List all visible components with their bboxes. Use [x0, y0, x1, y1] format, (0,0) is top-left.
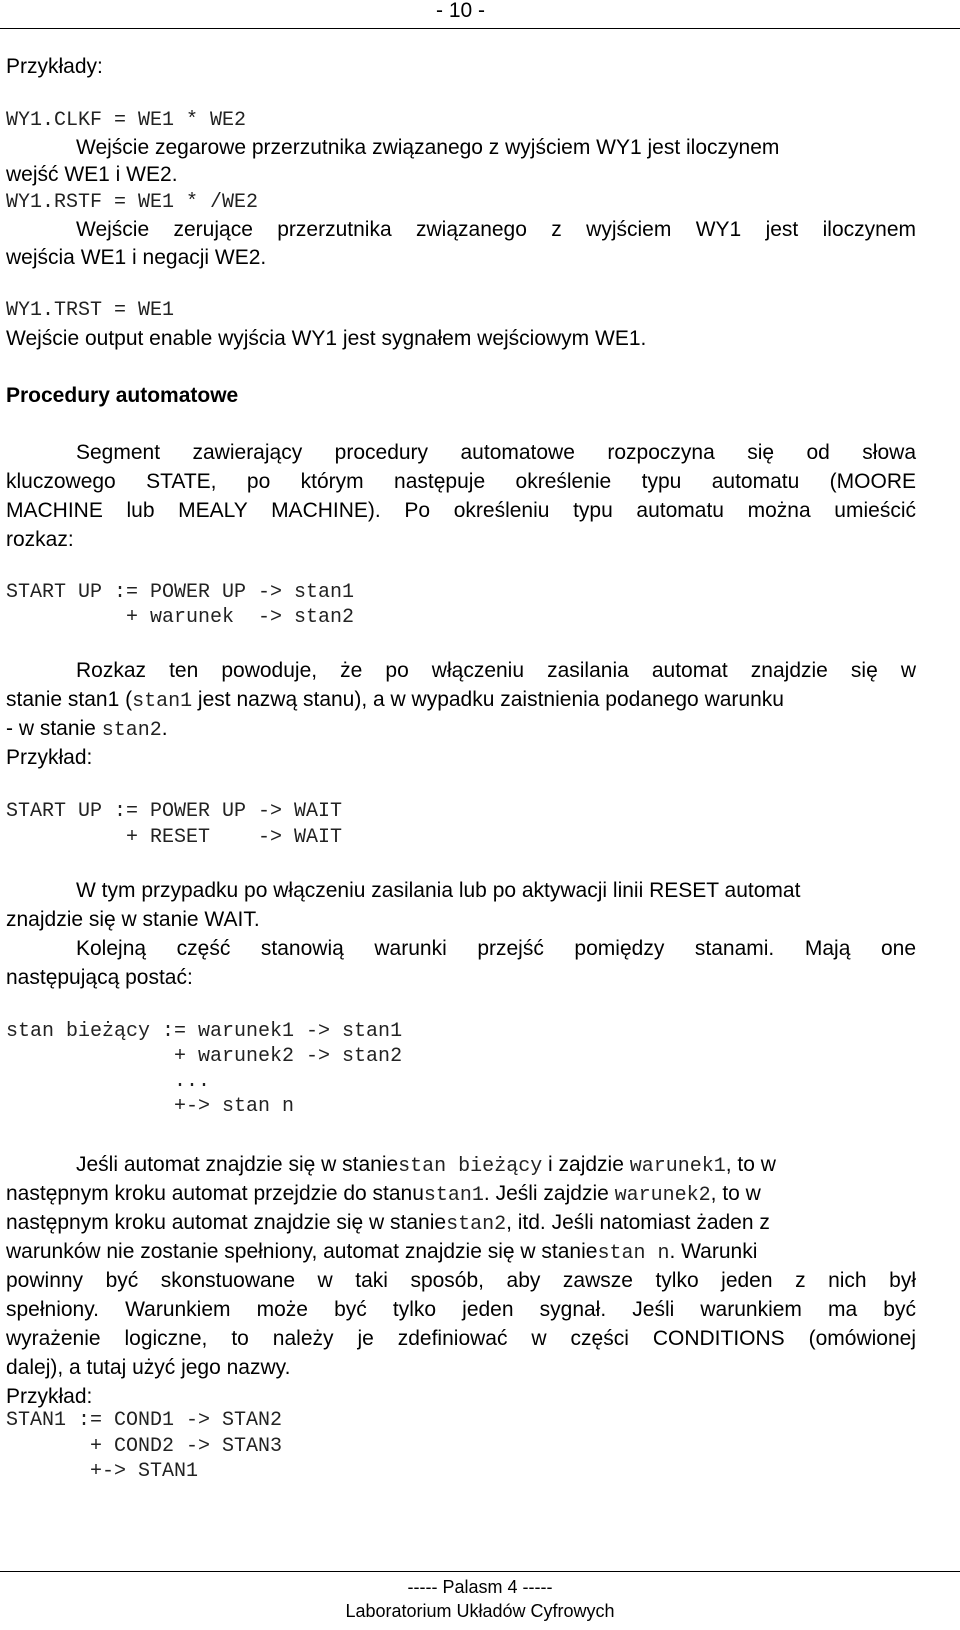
para4-line-8: dalej), a tutaj użyć jego nazwy.	[6, 1356, 291, 1379]
example-label-1: Przykład:	[6, 746, 93, 769]
para4-line-4-code: stan n	[597, 1242, 670, 1265]
para4-line-2-c: . Jeśli zajdzie	[483, 1182, 615, 1205]
para4-line-7	[6, 1324, 916, 1353]
para3-line-4: następującą postać:	[6, 966, 193, 989]
para4-line-1-a: Jeśli automat znajdzie się w stanie	[76, 1153, 399, 1176]
para2-line-2-code: stan1	[132, 690, 193, 713]
para4-line-2-code-a: stan1	[423, 1184, 484, 1207]
code1-line-2: + warunek -> stan2	[6, 606, 355, 629]
footer-line-1: ----- Palasm 4 -----	[407, 1577, 553, 1597]
para4-line-2-e: , to w	[710, 1182, 761, 1205]
para1-line-2	[6, 467, 916, 496]
para3-line-3-text: Kolejną część stanowią warunki przejść pomiędzy stanami. Mają one	[76, 937, 916, 960]
example-2-desc-line-2: wejścia WE1 i negacji WE2.	[6, 246, 267, 269]
para3-line-3	[76, 934, 916, 963]
footer-line-2: Laboratorium Układów Cyfrowych	[345, 1601, 615, 1621]
para4-line-1-code-b: warunek1	[629, 1155, 726, 1178]
para4-line-2-a: następnym kroku automat przejdzie do stanu	[6, 1182, 424, 1205]
para2-line-3-code: stan2	[101, 719, 162, 742]
example-2-desc-line-1	[76, 215, 916, 244]
para3-line-1: W tym przypadku po włączeniu zasilania lub po aktywacji linii RESET automat	[76, 879, 801, 902]
para4-line-5	[6, 1266, 916, 1295]
example-1-desc-line-2: wejść WE1 i WE2.	[6, 163, 178, 186]
para4-line-1	[76, 1150, 776, 1181]
example-label-2: Przykład:	[6, 1385, 93, 1408]
example-2-code: WY1.RSTF = WE1 * /WE2	[6, 191, 259, 214]
example-2-desc-text: Wejście zerujące przerzutnika związanego z wyjściem WY1 jest iloczynem	[76, 218, 916, 241]
code1-line-1: START UP := POWER UP -> stan1	[6, 581, 355, 604]
para3-line-2: znajdzie się w stanie WAIT.	[6, 908, 260, 931]
para1-line-2-text: kluczowego STATE, po którym następuje określenie typu automatu (MOORE	[6, 470, 916, 493]
para2-line-2	[6, 685, 784, 716]
para4-line-2	[6, 1179, 761, 1210]
para1-line-1-text: Segment zawierający procedury automatowe rozpoczyna się od słowa	[76, 441, 916, 464]
code4-line-3: +-> STAN1	[6, 1460, 199, 1483]
para2-line-3-c: .	[161, 717, 168, 740]
para1-line-1	[76, 438, 916, 467]
code4-line-1: STAN1 := COND1 -> STAN2	[6, 1409, 283, 1432]
code2-line-2: + RESET -> WAIT	[6, 826, 343, 849]
para4-line-1-c: i zajdzie	[542, 1153, 630, 1176]
code3-line-2: + warunek2 -> stan2	[6, 1045, 403, 1068]
para2-line-2-a: stanie stan1 (	[6, 688, 133, 711]
para4-line-4-c: . Warunki	[669, 1240, 758, 1263]
para2-line-1	[76, 656, 916, 685]
para4-line-3-c: , itd. Jeśli natomiast żaden z	[506, 1211, 770, 1234]
code2-line-1: START UP := POWER UP -> WAIT	[6, 800, 343, 823]
code3-line-4: +-> stan n	[6, 1095, 295, 1118]
para4-line-1-code-a: stan bieżący	[398, 1155, 543, 1178]
para2-line-1-text: Rozkaz ten powoduje, że po włączeniu zasilania automat znajdzie się w	[76, 659, 916, 682]
para4-line-2-code-b: warunek2	[614, 1184, 711, 1207]
section-heading: Procedury automatowe	[6, 384, 239, 407]
para2-line-2-c: jest nazwą stanu), a w wypadku zaistnienia podanego warunku	[192, 688, 784, 711]
para1-line-3	[6, 496, 916, 525]
para4-line-6	[6, 1295, 916, 1324]
code4-line-2: + COND2 -> STAN3	[6, 1435, 283, 1458]
para4-line-3-a: następnym kroku automat znajdzie się w stanie	[6, 1211, 447, 1234]
para4-line-4-a: warunków nie zostanie spełniony, automat znajdzie się w stanie	[6, 1240, 598, 1263]
code3-line-1: stan bieżący := warunek1 -> stan1	[6, 1020, 403, 1043]
para1-line-3-text: MACHINE lub MEALY MACHINE). Po określeniu typu automatu można umieścić	[6, 499, 916, 522]
para4-line-1-e: , to w	[725, 1153, 776, 1176]
examples-heading: Przykłady:	[6, 55, 103, 78]
example-3-desc: Wejście output enable wyjścia WY1 jest sygnałem wejściowym WE1.	[6, 327, 647, 350]
example-1-code: WY1.CLKF = WE1 * WE2	[6, 109, 247, 132]
para1-line-4: rozkaz:	[6, 528, 74, 551]
code3-line-3: ...	[6, 1070, 211, 1093]
header-rule	[0, 28, 960, 29]
para4-line-6-text: spełniony. Warunkiem może być tylko jeden sygnał. Jeśli warunkiem ma być	[6, 1298, 916, 1321]
example-3-code: WY1.TRST = WE1	[6, 299, 175, 322]
example-1-desc-line-1: Wejście zegarowe przerzutnika związanego z wyjściem WY1 jest iloczynem	[76, 136, 780, 159]
para2-line-3	[6, 714, 168, 745]
para4-line-3	[6, 1208, 770, 1239]
page-number: - 10 -	[436, 0, 486, 22]
para2-line-3-a: - w stanie	[6, 717, 102, 740]
para4-line-5-text: powinny być skonstuowane w taki sposób, aby zawsze tylko jeden z nich był	[6, 1269, 916, 1292]
para4-line-7-text: wyrażenie logiczne, to należy je zdefiniować w części CONDITIONS (omówionej	[6, 1327, 916, 1350]
footer-rule	[0, 1571, 960, 1572]
para4-line-4	[6, 1237, 757, 1268]
para4-line-3-code: stan2	[446, 1213, 507, 1236]
